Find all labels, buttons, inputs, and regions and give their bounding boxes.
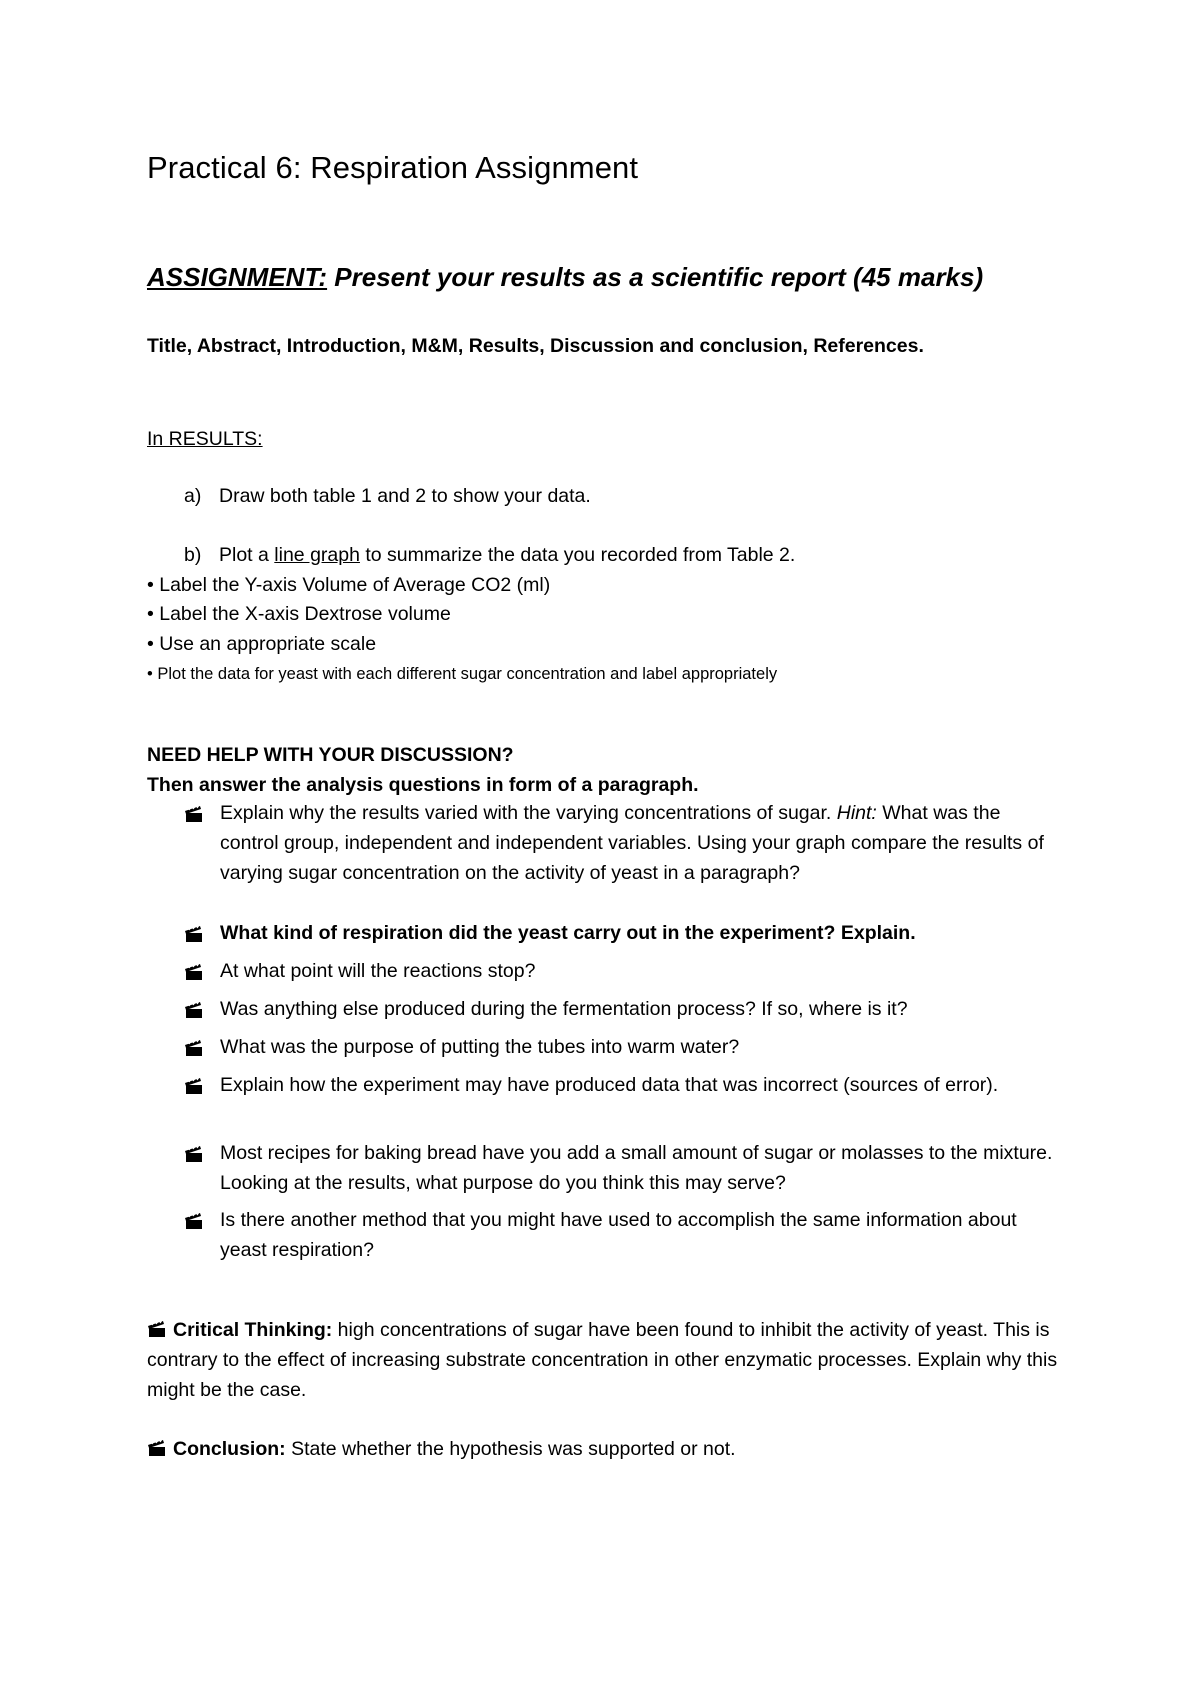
question-text: At what point will the reactions stop? (220, 960, 536, 982)
question-item (184, 918, 1064, 948)
clapperboard-icon (184, 1039, 204, 1057)
conclusion-paragraph (147, 1434, 1067, 1464)
question-item (184, 1205, 1064, 1265)
critical-thinking-label: Critical Thinking: (173, 1319, 333, 1341)
results-item-a (184, 485, 591, 508)
bullet-y-axis: • Label the Y-axis Volume of Average CO2 (ml) (147, 574, 551, 596)
question-text: What was the purpose of putting the tubes into warm water? (220, 1036, 740, 1058)
question-text-post: What was the control group, independent and independent variables. Using your graph compare the results of varying sugar concentration on the activity of yeast in a paragraph? (220, 802, 1044, 884)
bullet-x-axis: • Label the X-axis Dextrose volume (147, 603, 451, 625)
assignment-text: Present your results as a scientific report (45 marks) (327, 262, 984, 292)
item-text-post: to summarize the data you recorded from Table 2. (359, 544, 796, 566)
clapperboard-icon (184, 963, 204, 981)
question-item (184, 1138, 1064, 1198)
discussion-title: NEED HELP WITH YOUR DISCUSSION? (147, 744, 514, 766)
conclusion-text: State whether the hypothesis was supported or not. (285, 1438, 736, 1460)
assignment-label: ASSIGNMENT: (147, 262, 328, 292)
question-item (184, 798, 1064, 888)
assignment-heading (147, 262, 983, 293)
bullet-scale: • Use an appropriate scale (147, 633, 377, 655)
discussion-subtitle: Then answer the analysis questions in form of a paragraph. (147, 774, 699, 796)
item-text-pre: Plot a (219, 544, 275, 566)
conclusion-label: Conclusion: (173, 1438, 286, 1460)
clapperboard-icon (184, 1001, 204, 1019)
discussion-heading (147, 740, 699, 800)
question-text: Most recipes for baking bread have you add a small amount of sugar or molasses to the mixture. Looking at the results, what purpose do you think this may serve? (220, 1142, 1053, 1194)
report-sections-line: Title, Abstract, Introduction, M&M, Results, Discussion and conclusion, References. (147, 335, 924, 357)
question-item (184, 994, 1064, 1024)
critical-thinking-text: high concentrations of sugar have been found to inhibit the activity of yeast. This is contrary to the effect of increasing substrate concentration in other enzymatic processes. Explain why this might be the case. (147, 1319, 1058, 1401)
question-text: What kind of respiration did the yeast carry out in the experiment? Explain. (220, 922, 916, 944)
question-text: Explain how the experiment may have produced data that was incorrect (sources of error). (220, 1074, 999, 1096)
item-marker: a) (184, 485, 202, 507)
critical-thinking-paragraph (147, 1315, 1067, 1405)
question-text: Is there another method that you might have used to accomplish the same information about yeast respiration? (220, 1209, 1017, 1261)
question-text: Was anything else produced during the fermentation process? If so, where is it? (220, 998, 908, 1020)
clapperboard-icon (147, 1439, 167, 1457)
clapperboard-icon (147, 1320, 167, 1338)
question-item (184, 1070, 1064, 1100)
clapperboard-icon (184, 1212, 204, 1230)
hint-label: Hint: (836, 802, 877, 824)
results-item-b (184, 544, 795, 567)
item-text: Draw both table 1 and 2 to show your data. (219, 485, 591, 507)
item-marker: b) (184, 544, 202, 566)
line-graph-underlined: line graph (274, 544, 360, 566)
clapperboard-icon (184, 925, 204, 943)
question-text-pre: Explain why the results varied with the varying concentrations of sugar. (220, 802, 837, 824)
clapperboard-icon (184, 1145, 204, 1163)
page-title: Practical 6: Respiration Assignment (147, 150, 639, 185)
bullet-plot-data: • Plot the data for yeast with each different sugar concentration and label appropriately (147, 665, 778, 683)
results-heading: In RESULTS: (147, 428, 263, 450)
question-item (184, 956, 1064, 986)
clapperboard-icon (184, 805, 204, 823)
clapperboard-icon (184, 1077, 204, 1095)
question-item (184, 1032, 1064, 1062)
